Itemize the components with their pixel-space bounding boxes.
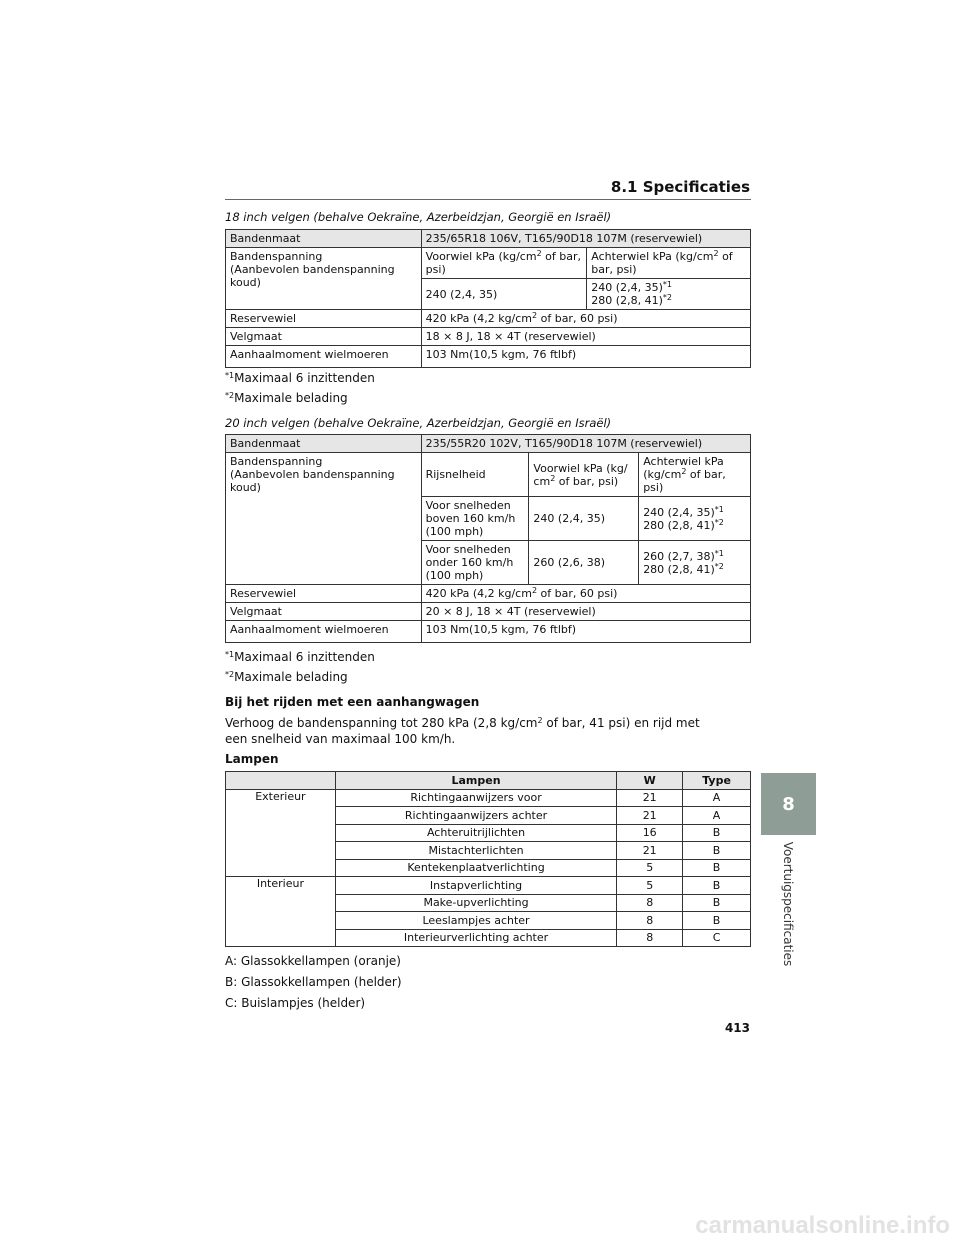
watermark: carmanualsonline.info (695, 1212, 950, 1239)
rear-pressure-header: Achterwiel kPa ($kg/cm^2$ of bar, psi) (639, 453, 751, 497)
front-pressure-header: Voorwiel kPa ($kg/cm^2$ of bar, psi) (421, 248, 587, 279)
spare-value: 420 kPa (4,2 $kg/cm^2$ of bar, 60 psi) (421, 585, 750, 603)
section-title: 8.1 Specificaties (610, 178, 750, 196)
lamp-watt: 8 (617, 894, 683, 912)
lamp-name: Interieurverlichting achter (335, 929, 616, 947)
lamp-name: Make-upverlichting (335, 894, 616, 912)
lamps-header: Lampen (335, 772, 616, 790)
lamp-watt: 5 (617, 877, 683, 895)
rim-label: Velgmaat (226, 328, 422, 346)
lamp-type: B (683, 824, 751, 842)
lamp-watt: 16 (617, 824, 683, 842)
chapter-label: Voertuigspecificaties (781, 841, 795, 967)
front-pressure-value: 260 (2,6, 38) (529, 541, 639, 585)
size-label: Bandenmaat (226, 230, 422, 248)
group-interieur: Interieur (226, 877, 336, 947)
lamp-type: B (683, 894, 751, 912)
rear-pressure-value: 240 (2,4, 35)$^{*1}$ 280 (2,8, 41)$^{*2}$ (587, 279, 751, 310)
header-divider (225, 199, 751, 200)
chapter-number: 8 (782, 793, 795, 815)
lamp-name: Mistachterlichten (335, 842, 616, 860)
lamp-watt: 21 (617, 842, 683, 860)
legend-a: A: Glassokkellampen (oranje) (225, 954, 401, 968)
lamps-heading: Lampen (225, 752, 279, 766)
lamp-type: B (683, 877, 751, 895)
torque-label: Aanhaalmoment wielmoeren (226, 621, 422, 643)
group-exterieur: Exterieur (226, 789, 336, 877)
front-pressure-value: 240 (2,4, 35) (529, 497, 639, 541)
trailer-text: Verhoog de bandenspanning tot 280 kPa (2,8 $kg/cm^2$ of bar, 41 psi) en rijd met een snelheid van maximaal 100 km/h. (225, 716, 700, 746)
spare-label: Reservewiel (226, 585, 422, 603)
trailer-heading: Bij het rijden met een aanhangwagen (225, 695, 480, 709)
footnote-2: $^{*2}$Maximale belading (225, 391, 348, 405)
speed-above-160: Voor snelheden boven 160 km/h (100 mph) (421, 497, 529, 541)
rim-value: 18 × 8 J, 18 × 4T (reservewiel) (421, 328, 750, 346)
watt-header: W (617, 772, 683, 790)
lamps-table (225, 771, 751, 947)
lamp-type: A (683, 789, 751, 807)
speed-below-160: Voor snelheden onder 160 km/h (100 mph) (421, 541, 529, 585)
rear-pressure-value: 260 (2,7, 38)$^{*1}$ 280 (2,8, 41)$^{*2}$ (639, 541, 751, 585)
front-pressure-value: 240 (2,4, 35) (421, 279, 587, 310)
tire-spec-table-18 (225, 229, 751, 368)
lamp-name: Kentekenplaatverlichting (335, 859, 616, 877)
spare-value: 420 kPa (4,2 $kg/cm^2$ of bar, 60 psi) (421, 310, 750, 328)
torque-label: Aanhaalmoment wielmoeren (226, 346, 422, 368)
legend-c: C: Buislampjes (helder) (225, 996, 366, 1010)
footnote-2: $^{*2}$Maximale belading (225, 670, 348, 684)
lamp-name: Instapverlichting (335, 877, 616, 895)
size-value: 235/65R18 106V, T165/90D18 107M (reservewiel) (421, 230, 750, 248)
size-label: Bandenmaat (226, 435, 422, 453)
chapter-tab[interactable] (761, 773, 816, 835)
lamp-type: B (683, 912, 751, 930)
lamp-type: B (683, 842, 751, 860)
pressure-label: Bandenspanning (Aanbevolen bandenspanning koud) (226, 248, 422, 310)
lamp-type: C (683, 929, 751, 947)
lamp-watt: 21 (617, 807, 683, 825)
rim-value: 20 × 8 J, 18 × 4T (reservewiel) (421, 603, 750, 621)
lamp-watt: 5 (617, 859, 683, 877)
lamp-type: A (683, 807, 751, 825)
legend-b: B: Glassokkellampen (helder) (225, 975, 402, 989)
rear-pressure-header: Achterwiel kPa ($kg/cm^2$ of bar, psi) (587, 248, 751, 279)
lamp-name: Achteruitrijlichten (335, 824, 616, 842)
rear-pressure-value: 240 (2,4, 35)$^{*1}$ 280 (2,8, 41)$^{*2}$ (639, 497, 751, 541)
pressure-label: Bandenspanning (Aanbevolen bandenspanning koud) (226, 453, 422, 585)
table-18-caption: 18 inch velgen (behalve Oekraïne, Azerbeidzjan, Georgië en Israël) (225, 210, 612, 224)
lamp-watt: 21 (617, 789, 683, 807)
spare-label: Reservewiel (226, 310, 422, 328)
rim-label: Velgmaat (226, 603, 422, 621)
page-number: 413 (724, 1021, 750, 1035)
lamp-watt: 8 (617, 912, 683, 930)
footnote-1: $^{*1}$Maximaal 6 inzittenden (225, 650, 375, 664)
size-value: 235/55R20 102V, T165/90D18 107M (reservewiel) (421, 435, 750, 453)
lamp-name: Richtingaanwijzers voor (335, 789, 616, 807)
lamp-type: B (683, 859, 751, 877)
lamps-empty-header (226, 772, 336, 790)
speed-header: Rijsnelheid (421, 453, 529, 497)
lamp-name: Leeslampjes achter (335, 912, 616, 930)
front-pressure-header: Voorwiel kPa (kg/ $cm^2$ of bar, psi) (529, 453, 639, 497)
torque-value: 103 Nm(10,5 kgm, 76 ftlbf) (421, 346, 750, 368)
torque-value: 103 Nm(10,5 kgm, 76 ftlbf) (421, 621, 750, 643)
type-header: Type (683, 772, 751, 790)
lamp-watt: 8 (617, 929, 683, 947)
footnote-1: $^{*1}$Maximaal 6 inzittenden (225, 371, 375, 385)
table-20-caption: 20 inch velgen (behalve Oekraïne, Azerbeidzjan, Georgië en Israël) (225, 416, 612, 430)
lamp-name: Richtingaanwijzers achter (335, 807, 616, 825)
tire-spec-table-20 (225, 434, 751, 643)
